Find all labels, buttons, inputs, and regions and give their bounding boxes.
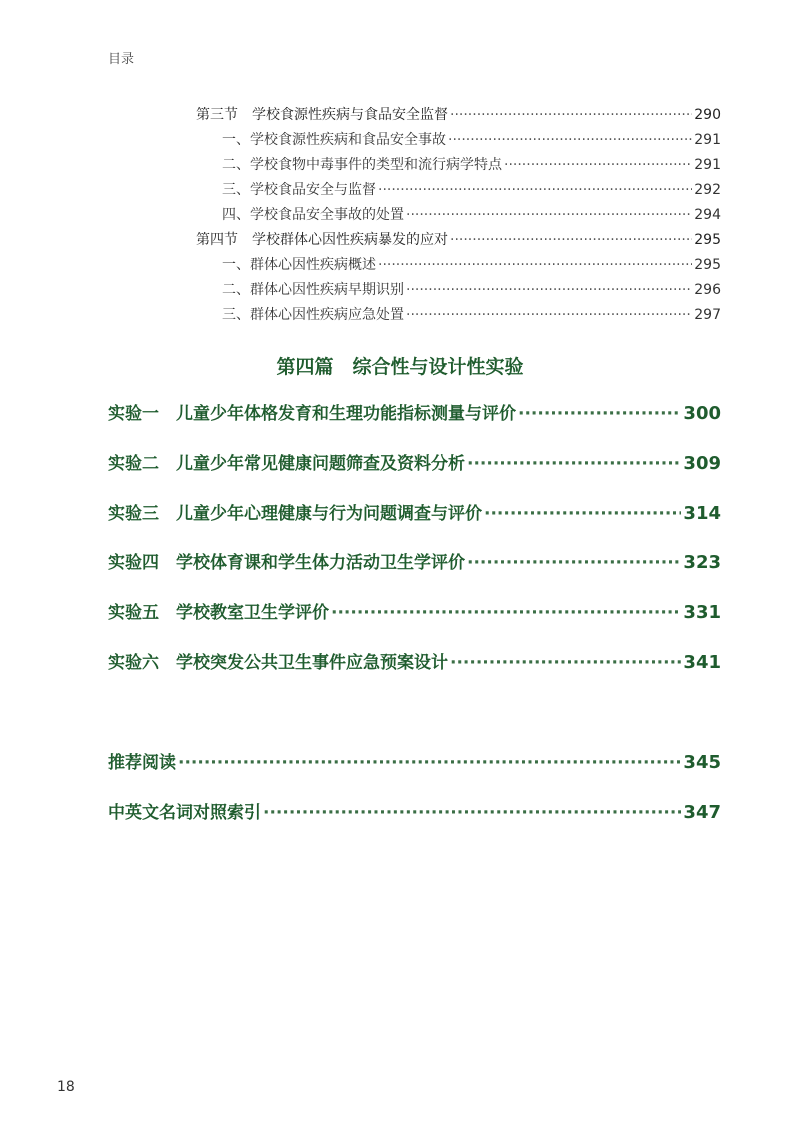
toc-page-number: 294 [694, 207, 721, 223]
toc-page-number: 291 [694, 132, 721, 148]
toc-experiment-row[interactable] [108, 499, 721, 524]
leader-dots [518, 404, 681, 424]
toc-page-number: 345 [683, 752, 721, 773]
toc-experiment-row[interactable] [108, 648, 721, 673]
toc-page-number: 291 [694, 157, 721, 173]
leader-dots [504, 157, 692, 173]
leader-dots [448, 132, 692, 148]
toc-entry-label: 中英文名词对照索引 [108, 803, 261, 823]
toc-entry-label: 推荐阅读 [108, 753, 176, 773]
toc-page-number: 323 [683, 552, 721, 573]
leader-dots [331, 603, 681, 623]
toc-entry-label: 一、学校食源性疾病和食品安全事故 [222, 132, 446, 148]
toc-subsection-row[interactable] [222, 279, 721, 299]
toc-entry-label: 实验三 儿童少年心理健康与行为问题调查与评价 [108, 504, 482, 524]
toc-entry-label: 实验二 儿童少年常见健康问题筛查及资料分析 [108, 454, 465, 474]
toc-entry-label: 第三节 学校食源性疾病与食品安全监督 [196, 107, 448, 123]
toc-subsection-row[interactable] [222, 179, 721, 199]
toc-entry-label: 二、群体心因性疾病早期识别 [222, 282, 404, 298]
toc-entry-label: 四、学校食品安全事故的处置 [222, 207, 404, 223]
toc-page-number: 309 [683, 453, 721, 474]
toc-subsection-row[interactable] [222, 154, 721, 174]
toc-entry-label: 二、学校食物中毒事件的类型和流行病学特点 [222, 157, 502, 173]
toc-experiment-row[interactable] [108, 449, 721, 474]
toc-subsection-row[interactable] [222, 129, 721, 149]
toc-experiment-row[interactable] [108, 598, 721, 623]
toc-page-number: 300 [683, 403, 721, 424]
toc-page-number: 347 [683, 802, 721, 823]
toc-subsection-row[interactable] [222, 254, 721, 274]
toc-entry-label: 实验四 学校体育课和学生体力活动卫生学评价 [108, 553, 465, 573]
toc-page-number: 292 [694, 182, 721, 198]
toc-page-number: 295 [694, 257, 721, 273]
page-number: 18 [57, 1079, 75, 1095]
leader-dots [178, 753, 681, 773]
toc-entry-label: 三、学校食品安全与监督 [222, 182, 376, 198]
toc-appendix-row[interactable] [108, 798, 721, 823]
toc-page-number: 314 [683, 503, 721, 524]
running-header: 目录 [108, 52, 135, 67]
toc-section-row[interactable] [196, 104, 721, 124]
toc-page-number: 295 [694, 232, 721, 248]
toc-page-number: 290 [694, 107, 721, 123]
toc-entry-label: 实验五 学校教室卫生学评价 [108, 603, 329, 623]
leader-dots [467, 454, 681, 474]
leader-dots [406, 282, 692, 298]
toc-section-row[interactable] [196, 229, 721, 249]
leader-dots [467, 553, 681, 573]
toc-subsection-row[interactable] [222, 304, 721, 324]
toc-entry-label: 实验六 学校突发公共卫生事件应急预案设计 [108, 653, 448, 673]
toc-subsection-row[interactable] [222, 204, 721, 224]
leader-dots [406, 207, 692, 223]
leader-dots [450, 107, 692, 123]
toc-entry-label: 第四节 学校群体心因性疾病暴发的应对 [196, 232, 448, 248]
toc-experiment-row[interactable] [108, 399, 721, 424]
toc-appendix-row[interactable] [108, 748, 721, 773]
leader-dots [450, 232, 692, 248]
leader-dots [450, 653, 681, 673]
toc-page-number: 331 [683, 602, 721, 623]
leader-dots [484, 504, 681, 524]
leader-dots [406, 307, 692, 323]
toc-entry-label: 一、群体心因性疾病概述 [222, 257, 376, 273]
leader-dots [378, 182, 692, 198]
toc-entry-label: 三、群体心因性疾病应急处置 [222, 307, 404, 323]
toc-page-number: 341 [683, 652, 721, 673]
part-title: 第四篇 综合性与设计性实验 [276, 356, 524, 378]
toc-page-number: 296 [694, 282, 721, 298]
leader-dots [263, 803, 681, 823]
toc-entry-label: 实验一 儿童少年体格发育和生理功能指标测量与评价 [108, 404, 516, 424]
toc-experiment-row[interactable] [108, 548, 721, 573]
toc-page-number: 297 [694, 307, 721, 323]
leader-dots [378, 257, 692, 273]
